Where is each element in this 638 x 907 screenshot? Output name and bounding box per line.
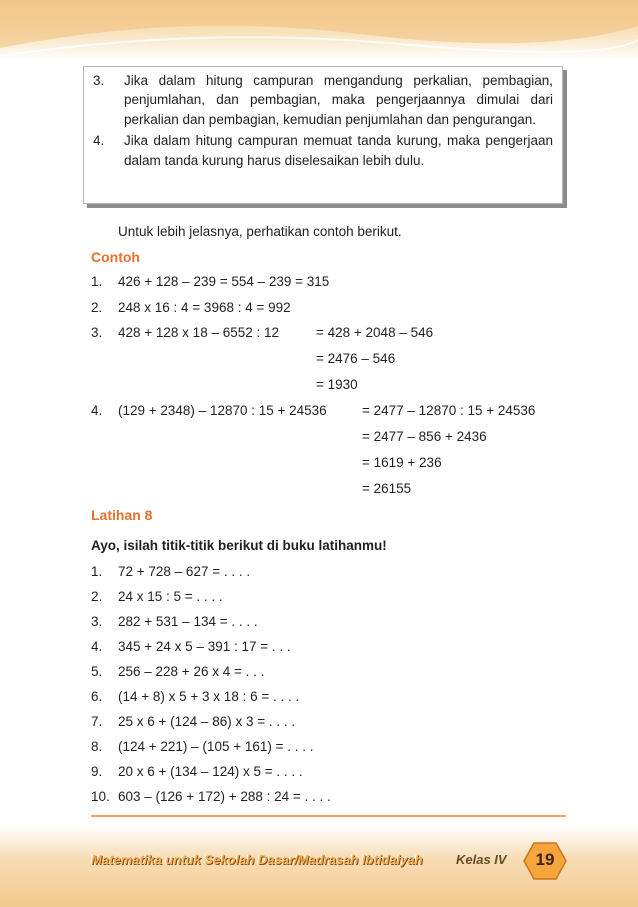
example-expression: 428 + 128 x 18 – 6552 : 12: [118, 325, 280, 340]
exercise-number: 9.: [91, 764, 103, 779]
example-step: = 428 + 2048 – 546: [316, 325, 434, 340]
exercise-number: 10.: [91, 789, 110, 804]
exercise-number: 3.: [91, 614, 103, 629]
example-number: 4.: [91, 403, 103, 418]
rule-item: [93, 71, 553, 129]
example-step: = 26155: [362, 481, 412, 496]
example-step: = 1930: [316, 377, 358, 392]
rule-text: Jika dalam hitung campuran memuat tanda kurung, maka pengerjaan dalam tanda kurung harus diselesaikan lebih dulu.: [124, 133, 553, 168]
rule-number: 3.: [93, 73, 105, 88]
exercise-number: 5.: [91, 664, 103, 679]
page-number: 19: [535, 850, 555, 869]
exercise-instruction: Ayo, isilah titik-titik berikut di buku latihanmu!: [91, 538, 387, 553]
rule-item: [93, 131, 553, 170]
example-step: = 2477 – 856 + 2436: [362, 429, 487, 444]
example-text: 248 x 16 : 4 = 3968 : 4 = 992: [118, 300, 291, 315]
exercise-text: 25 x 6 + (124 – 86) x 3 = . . . .: [118, 714, 296, 729]
exercise-text: 345 + 24 x 5 – 391 : 17 = . . .: [118, 639, 291, 654]
rule-number: 4.: [93, 133, 105, 149]
example-text: 426 + 128 – 239 = 554 – 239 = 315: [118, 274, 330, 289]
exercise-text: (124 + 221) – (105 + 161) = . . . .: [118, 739, 314, 754]
exercise-text: 20 x 6 + (134 – 124) x 5 = . . . .: [118, 764, 303, 779]
exercise-number: 4.: [91, 639, 103, 654]
example-number: 1.: [91, 274, 103, 289]
exercise-number: 7.: [91, 714, 103, 729]
example-step: = 2477 – 12870 : 15 + 24536: [362, 403, 536, 418]
footer-book-title: Matematika untuk Sekolah Dasar/Madrasah Ibtidaiyah: [91, 852, 423, 867]
exercise-text: 282 + 531 – 134 = . . . .: [118, 614, 258, 629]
rule-text: Jika dalam hitung campuran mengandung perkalian, pembagian, penjumlahan, dan pembagian, maka pengerjaannya dimulai dari perkalian dan pembagian, kemudian penjumlahan dan pengurangan.: [124, 73, 553, 127]
exercise-text: 256 – 228 + 26 x 4 = . . .: [118, 664, 265, 679]
example-expression: (129 + 2348) – 12870 : 15 + 24536: [118, 403, 327, 418]
example-step: = 1619 + 236: [362, 455, 442, 470]
intro-text: Untuk lebih jelasnya, perhatikan contoh berikut.: [118, 224, 402, 239]
contoh-heading: Contoh: [91, 249, 140, 265]
exercise-number: 1.: [91, 564, 103, 579]
example-number: 2.: [91, 300, 103, 315]
exercise-number: 6.: [91, 689, 103, 704]
exercise-number: 8.: [91, 739, 103, 754]
exercise-text: 72 + 728 – 627 = . . . .: [118, 564, 251, 579]
exercise-number: 2.: [91, 589, 103, 604]
header-decoration: [0, 0, 638, 70]
example-number: 3.: [91, 325, 103, 340]
latihan-heading: Latihan 8: [91, 507, 153, 523]
exercise-text: 603 – (126 + 172) + 288 : 24 = . . . .: [118, 789, 331, 804]
rules-box: [83, 66, 563, 204]
exercise-text: (14 + 8) x 5 + 3 x 18 : 6 = . . . .: [118, 689, 300, 704]
exercise-text: 24 x 15 : 5 = . . . .: [118, 589, 223, 604]
footer-class-label: Kelas IV: [456, 852, 507, 867]
bottom-divider: [91, 815, 566, 817]
example-step: = 2476 – 546: [316, 351, 396, 366]
